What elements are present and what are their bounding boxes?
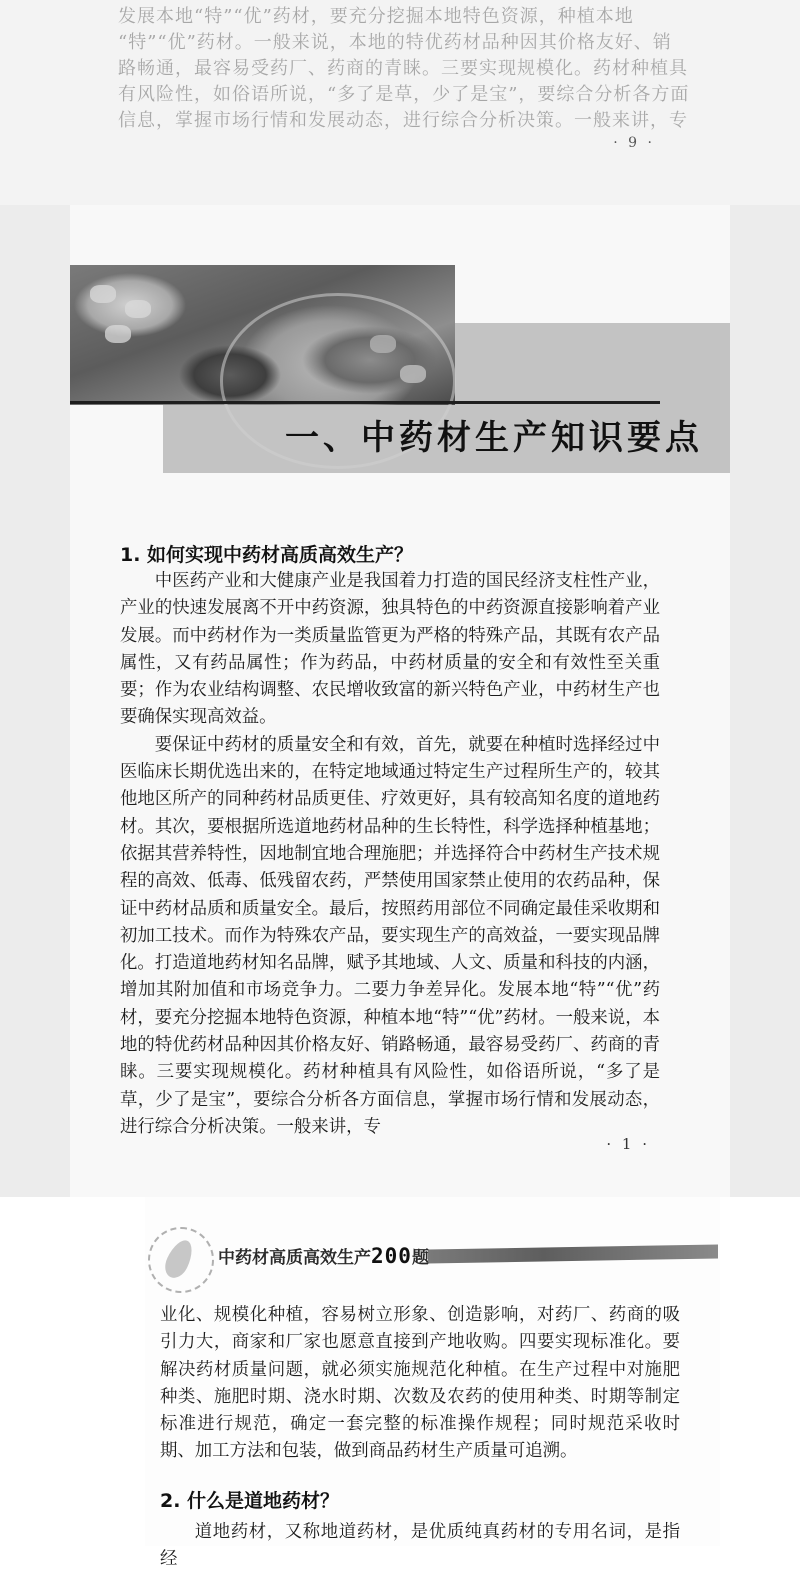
previous-page-line: 发展本地“特”“优”药材，要充分挖掘本地特色资源，种植本地	[118, 6, 634, 27]
title-rule	[70, 401, 660, 404]
previous-page-line: “特”“优”药材。一般来说，本地的特优药材品种因其价格友好、销	[118, 32, 672, 53]
herb-slice	[90, 285, 116, 303]
paragraph: 道地药材，又称地道药材，是优质纯真药材的专用名词，是指经	[160, 1522, 680, 1570]
book-title-suffix: 题	[411, 1248, 429, 1268]
paragraph: 业化、规模化种植，容易树立形象、创造影响，对药厂、药商的吸引力大，商家和厂家也愿意直接到产地收购。四要实现标准化。要解决药材质量问题，就必须实施规范化种植。在生产过程中对施肥种类、施肥时期、浇水时期、次数及农药的使用种类、时期等制定标准进行规范，确定一套完整的标准操作规程；同时规范采收时期、加工方法和包装，做到商品药材生产质量可追溯。	[160, 1305, 680, 1462]
previous-page-line: 信息，掌握市场行情和发展动态，进行综合分析决策。一般来讲，专	[118, 110, 688, 131]
herb-slice	[125, 300, 151, 318]
previous-page-text	[118, 4, 690, 134]
book-title-number: 200	[371, 1244, 412, 1268]
previous-page-fragment	[0, 0, 800, 205]
herb-slice	[400, 365, 426, 383]
continuation-text	[160, 1302, 680, 1466]
page-number: · 1 ·	[606, 1135, 650, 1153]
herb-slice	[105, 325, 131, 343]
leaf-icon	[161, 1236, 198, 1282]
chapter-page	[0, 205, 800, 1197]
running-head	[148, 1227, 718, 1287]
herbal-medicine-photo	[70, 265, 455, 405]
paragraph: 要保证中药材的质量安全和有效，首先，就要在种植时选择经过中医临床长期优选出来的，在特定地域通过特定生产过程所生产的，较其他地区所产的同种药材品质更佳、疗效更好，具有较高知名度的道地药材。其次，要根据所选道地药材品种的生长特性，科学选择种植基地；依据其营养特性，因地制宜地合理施肥；并选择符合中药材生产技术规程的高效、低毒、低残留农药，严禁使用国家禁止使用的农药品种，保证中药材品质和质量安全。最后，按照药用部位不同确定最佳采收期和初加工技术。而作为特殊农产品，要实现生产的高效益，一要实现品牌化。打造道地药材知名品牌，赋予其地域、人文、质量和科技的内涵，增加其附加值和市场竞争力。二要力争差异化。发展本地“特”“优”药材，要充分挖掘本地特色资源，种植本地“特”“优”药材。一般来说，本地的特优药材品种因其价格友好、销路畅通，最容易受药厂、药商的青睐。三要实现规模化。药材种植具有风险性，如俗语所说，“多了是草，少了是宝”，要综合分析各方面信息，掌握市场行情和发展动态，进行综合分析决策。一般来讲，专	[120, 734, 660, 1137]
next-page	[0, 1197, 800, 1570]
question-1-body	[120, 568, 660, 1141]
book-title-text: 中药材高质高效生产	[218, 1248, 371, 1268]
chapter-title: 一、中药材生产知识要点	[285, 418, 703, 458]
book-title	[218, 1243, 429, 1268]
paragraph: 中医药产业和大健康产业是我国着力打造的国民经济支柱性产业，产业的快速发展离不开中药资源，独具特色的中药资源直接影响着产业发展。而中药材作为一类质量监管更为严格的特殊产品，其既有农产品属性，又有药品属性；作为药品，中药材质量的安全和有效性至关重要；作为农业结构调整、农民增收致富的新兴特色产业，中药材生产也要确保实现高效益。	[120, 571, 660, 728]
question-2-body	[160, 1519, 680, 1574]
question-1-title: 1. 如何实现中药材高质高效生产？	[120, 544, 414, 566]
leaf-seal-icon	[148, 1227, 214, 1293]
previous-page-number: · 9 ·	[613, 135, 655, 151]
herb-slice	[370, 335, 396, 353]
running-head-stripe	[428, 1244, 718, 1263]
previous-page-line: 路畅通，最容易受药厂、药商的青睐。三要实现规模化。药材种植具	[118, 58, 688, 79]
question-2-title: 2. 什么是道地药材？	[160, 1490, 340, 1512]
previous-page-line: 有风险性，如俗语所说，“多了是草，少了是宝”，要综合分析各方面	[118, 84, 690, 105]
